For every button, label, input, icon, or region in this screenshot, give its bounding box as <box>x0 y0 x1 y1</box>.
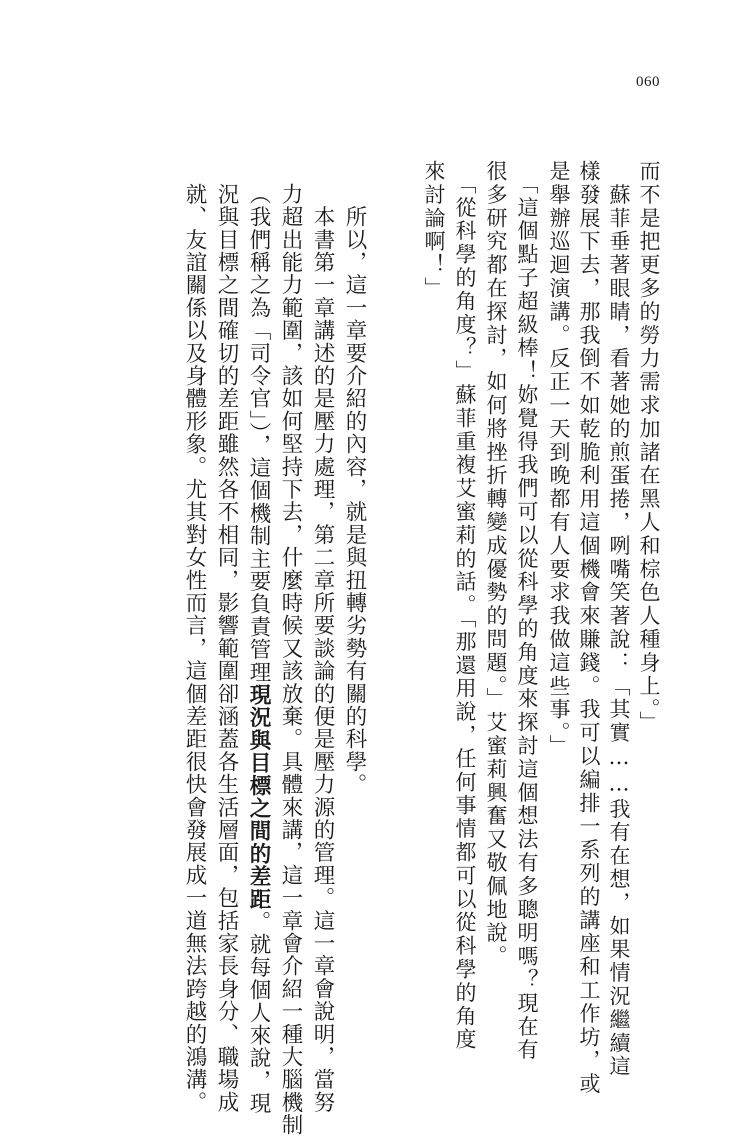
body-column-1 <box>344 183 366 796</box>
quote-column-5: 「這個點子超級棒！妳覺得我們可以從科學的角度來探討這個想法有多聰明嗎？現在有 <box>515 160 539 1063</box>
body-column-5 <box>216 183 238 1114</box>
body-column-2 <box>312 183 334 1114</box>
quote-column-2: 蘇菲垂著眼睛，看著她的煎蛋捲，咧嘴笑著說：「其實……我有在想，如果情況繼續這 <box>607 160 631 1079</box>
page-number: 060 <box>636 74 660 90</box>
quote-column-3: 樣發展下去，那我倒不如乾脆利用這個機會來賺錢。我可以編排一系列的講座和工作坊，或 <box>577 160 601 1096</box>
body-column-4 <box>248 183 270 1115</box>
quote-column-6: 很多研究都在探討，如何將挫折轉變成優勢的問題。」艾蜜莉興奮又敬佩地說。 <box>484 160 508 969</box>
quote-column-8: 來討論啊！」 <box>422 160 446 301</box>
body-column-6 <box>184 183 206 1114</box>
body-text: 力超出能力範圍，該如何堅持下去，什麼時候又該放棄。具體來講，這一章會介紹一種大腦機制 <box>278 183 303 1136</box>
body-text: 本書第一章講述的是壓力處理，第二章所要談論的便是壓力源的管理。這一章會說明，當努 <box>310 183 335 1114</box>
body-text: 況與目標之間確切的差距雖然各不相同，影響範圍卻涵蓋各生活層面，包括家長身分、職場成 <box>214 183 239 1114</box>
body-text-bold: 現況與目標之間的差距 <box>246 683 271 911</box>
body-text: 就、友誼關係以及身體形象。尤其對女性而言，這個差距很快會發展成一道無法跨越的鴻溝。 <box>182 183 207 1114</box>
body-text: （我們稱之為「司令官」），這個機制主要負責管理 <box>246 183 271 684</box>
body-text: 所以，這一章要介紹的內容，就是與扭轉劣勢有關的科學。 <box>342 183 367 796</box>
quote-column-7: 「從科學的角度？」蘇菲重複艾蜜莉的話。「那還用說，任何事情都可以從科學的角度 <box>453 160 477 1052</box>
body-text: 。就每個人來說，現 <box>246 910 271 1115</box>
body-column-3 <box>280 183 302 1136</box>
quote-column-1: 而不是把更多的勞力需求加諸在黑人和棕色人種身上。」 <box>637 160 661 735</box>
quote-column-4: 是舉辦巡迴演講。反正一天到晚都有人要求我做這些事。」 <box>547 160 571 758</box>
